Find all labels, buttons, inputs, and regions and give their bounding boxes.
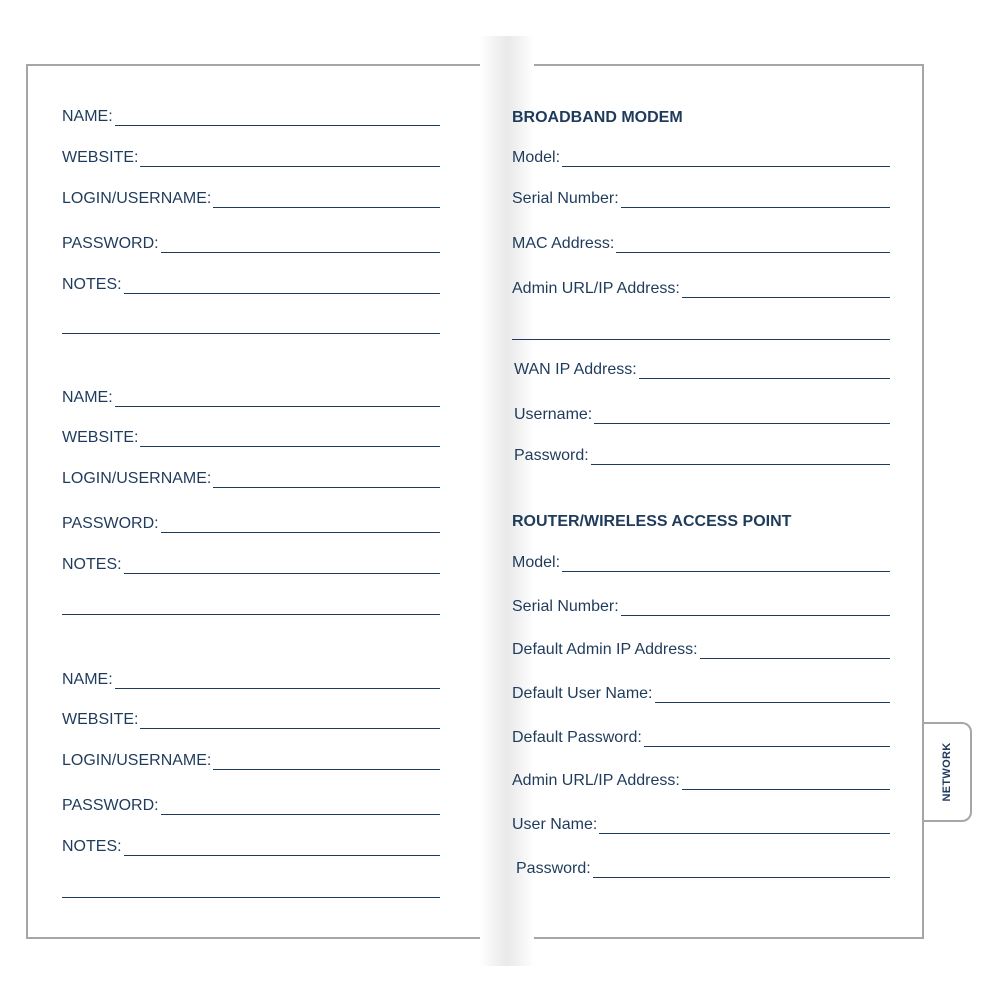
write-line[interactable]	[213, 473, 440, 488]
write-line[interactable]	[655, 688, 891, 703]
model-label: Model:	[512, 554, 561, 571]
website-label: WEBSITE:	[62, 429, 139, 446]
modem-heading: BROADBAND MODEM	[512, 109, 683, 126]
write-line[interactable]	[161, 800, 440, 815]
write-line[interactable]	[591, 450, 890, 465]
write-line[interactable]	[562, 152, 890, 167]
write-line[interactable]	[621, 193, 890, 208]
notes-label: NOTES:	[62, 276, 122, 293]
write-line[interactable]	[644, 732, 890, 747]
default-admin-ip-label: Default Admin IP Address:	[512, 641, 698, 658]
modem-username-field[interactable]	[514, 406, 890, 424]
login-label: LOGIN/USERNAME:	[62, 190, 212, 207]
website-label: WEBSITE:	[62, 711, 139, 728]
entry-3-website-field[interactable]	[62, 711, 440, 729]
admin-url-label: Admin URL/IP Address:	[512, 772, 680, 789]
write-line[interactable]	[140, 432, 440, 447]
entry-1-notes-field[interactable]	[62, 276, 440, 294]
mac-label: MAC Address:	[512, 235, 615, 252]
write-line[interactable]	[161, 238, 440, 253]
write-line[interactable]	[213, 755, 440, 770]
entry-2-notes-field[interactable]	[62, 556, 440, 574]
entry-3-notes-extra-line[interactable]	[62, 897, 440, 898]
notes-label: NOTES:	[62, 838, 122, 855]
write-line[interactable]	[213, 193, 440, 208]
entry-3-name-field[interactable]	[62, 671, 440, 689]
login-label: LOGIN/USERNAME:	[62, 470, 212, 487]
serial-label: Serial Number:	[512, 598, 619, 615]
model-label: Model:	[512, 149, 561, 166]
name-label: NAME:	[62, 389, 113, 406]
router-default-admin-ip-field[interactable]	[512, 641, 890, 659]
write-line[interactable]	[594, 409, 890, 424]
write-line[interactable]	[115, 392, 440, 407]
modem-admin-url-extra-line[interactable]	[512, 339, 890, 340]
password-label: PASSWORD:	[62, 515, 159, 532]
modem-wan-ip-field[interactable]	[514, 361, 890, 379]
entry-1-password-field[interactable]	[62, 235, 440, 253]
write-line[interactable]	[124, 279, 440, 294]
user-name-label: User Name:	[512, 816, 598, 833]
entry-3-password-field[interactable]	[62, 797, 440, 815]
username-label: Username:	[514, 406, 593, 423]
modem-password-field[interactable]	[514, 447, 890, 465]
entry-3-login-field[interactable]	[62, 752, 440, 770]
write-line[interactable]	[140, 714, 440, 729]
write-line[interactable]	[682, 283, 890, 298]
modem-model-field[interactable]	[512, 149, 890, 167]
entry-2-name-field[interactable]	[62, 389, 440, 407]
password-label: PASSWORD:	[62, 235, 159, 252]
write-line[interactable]	[115, 111, 440, 126]
serial-label: Serial Number:	[512, 190, 619, 207]
website-label: WEBSITE:	[62, 149, 139, 166]
default-password-label: Default Password:	[512, 729, 642, 746]
write-line[interactable]	[616, 238, 890, 253]
tab-label: NETWORK	[941, 742, 953, 802]
router-password-field[interactable]	[516, 860, 890, 878]
entry-2-password-field[interactable]	[62, 515, 440, 533]
password-label: PASSWORD:	[62, 797, 159, 814]
name-label: NAME:	[62, 671, 113, 688]
write-line[interactable]	[161, 518, 440, 533]
entry-1-notes-extra-line[interactable]	[62, 333, 440, 334]
entry-3-notes-field[interactable]	[62, 838, 440, 856]
modem-admin-url-field[interactable]	[512, 280, 890, 298]
write-line[interactable]	[593, 863, 890, 878]
router-model-field[interactable]	[512, 554, 890, 572]
write-line[interactable]	[124, 559, 440, 574]
router-serial-field[interactable]	[512, 598, 890, 616]
entry-2-login-field[interactable]	[62, 470, 440, 488]
router-default-password-field[interactable]	[512, 729, 890, 747]
write-line[interactable]	[140, 152, 440, 167]
write-line[interactable]	[562, 557, 890, 572]
entry-2-website-field[interactable]	[62, 429, 440, 447]
write-line[interactable]	[115, 674, 440, 689]
router-heading: ROUTER/WIRELESS ACCESS POINT	[512, 513, 792, 530]
modem-mac-field[interactable]	[512, 235, 890, 253]
admin-url-label: Admin URL/IP Address:	[512, 280, 680, 297]
entry-2-notes-extra-line[interactable]	[62, 614, 440, 615]
write-line[interactable]	[599, 819, 890, 834]
entry-1-name-field[interactable]	[62, 108, 440, 126]
login-label: LOGIN/USERNAME:	[62, 752, 212, 769]
write-line[interactable]	[621, 601, 890, 616]
router-default-user-field[interactable]	[512, 685, 890, 703]
password-label: Password:	[516, 860, 591, 877]
password-label: Password:	[514, 447, 589, 464]
section-tab-network[interactable]	[924, 722, 972, 822]
entry-1-website-field[interactable]	[62, 149, 440, 167]
write-line[interactable]	[700, 644, 890, 659]
modem-serial-field[interactable]	[512, 190, 890, 208]
write-line[interactable]	[639, 364, 890, 379]
write-line[interactable]	[124, 841, 440, 856]
write-line[interactable]	[682, 775, 890, 790]
default-user-label: Default User Name:	[512, 685, 653, 702]
notes-label: NOTES:	[62, 556, 122, 573]
router-admin-url-field[interactable]	[512, 772, 890, 790]
wan-ip-label: WAN IP Address:	[514, 361, 637, 378]
name-label: NAME:	[62, 108, 113, 125]
entry-1-login-field[interactable]	[62, 190, 440, 208]
router-user-name-field[interactable]	[512, 816, 890, 834]
